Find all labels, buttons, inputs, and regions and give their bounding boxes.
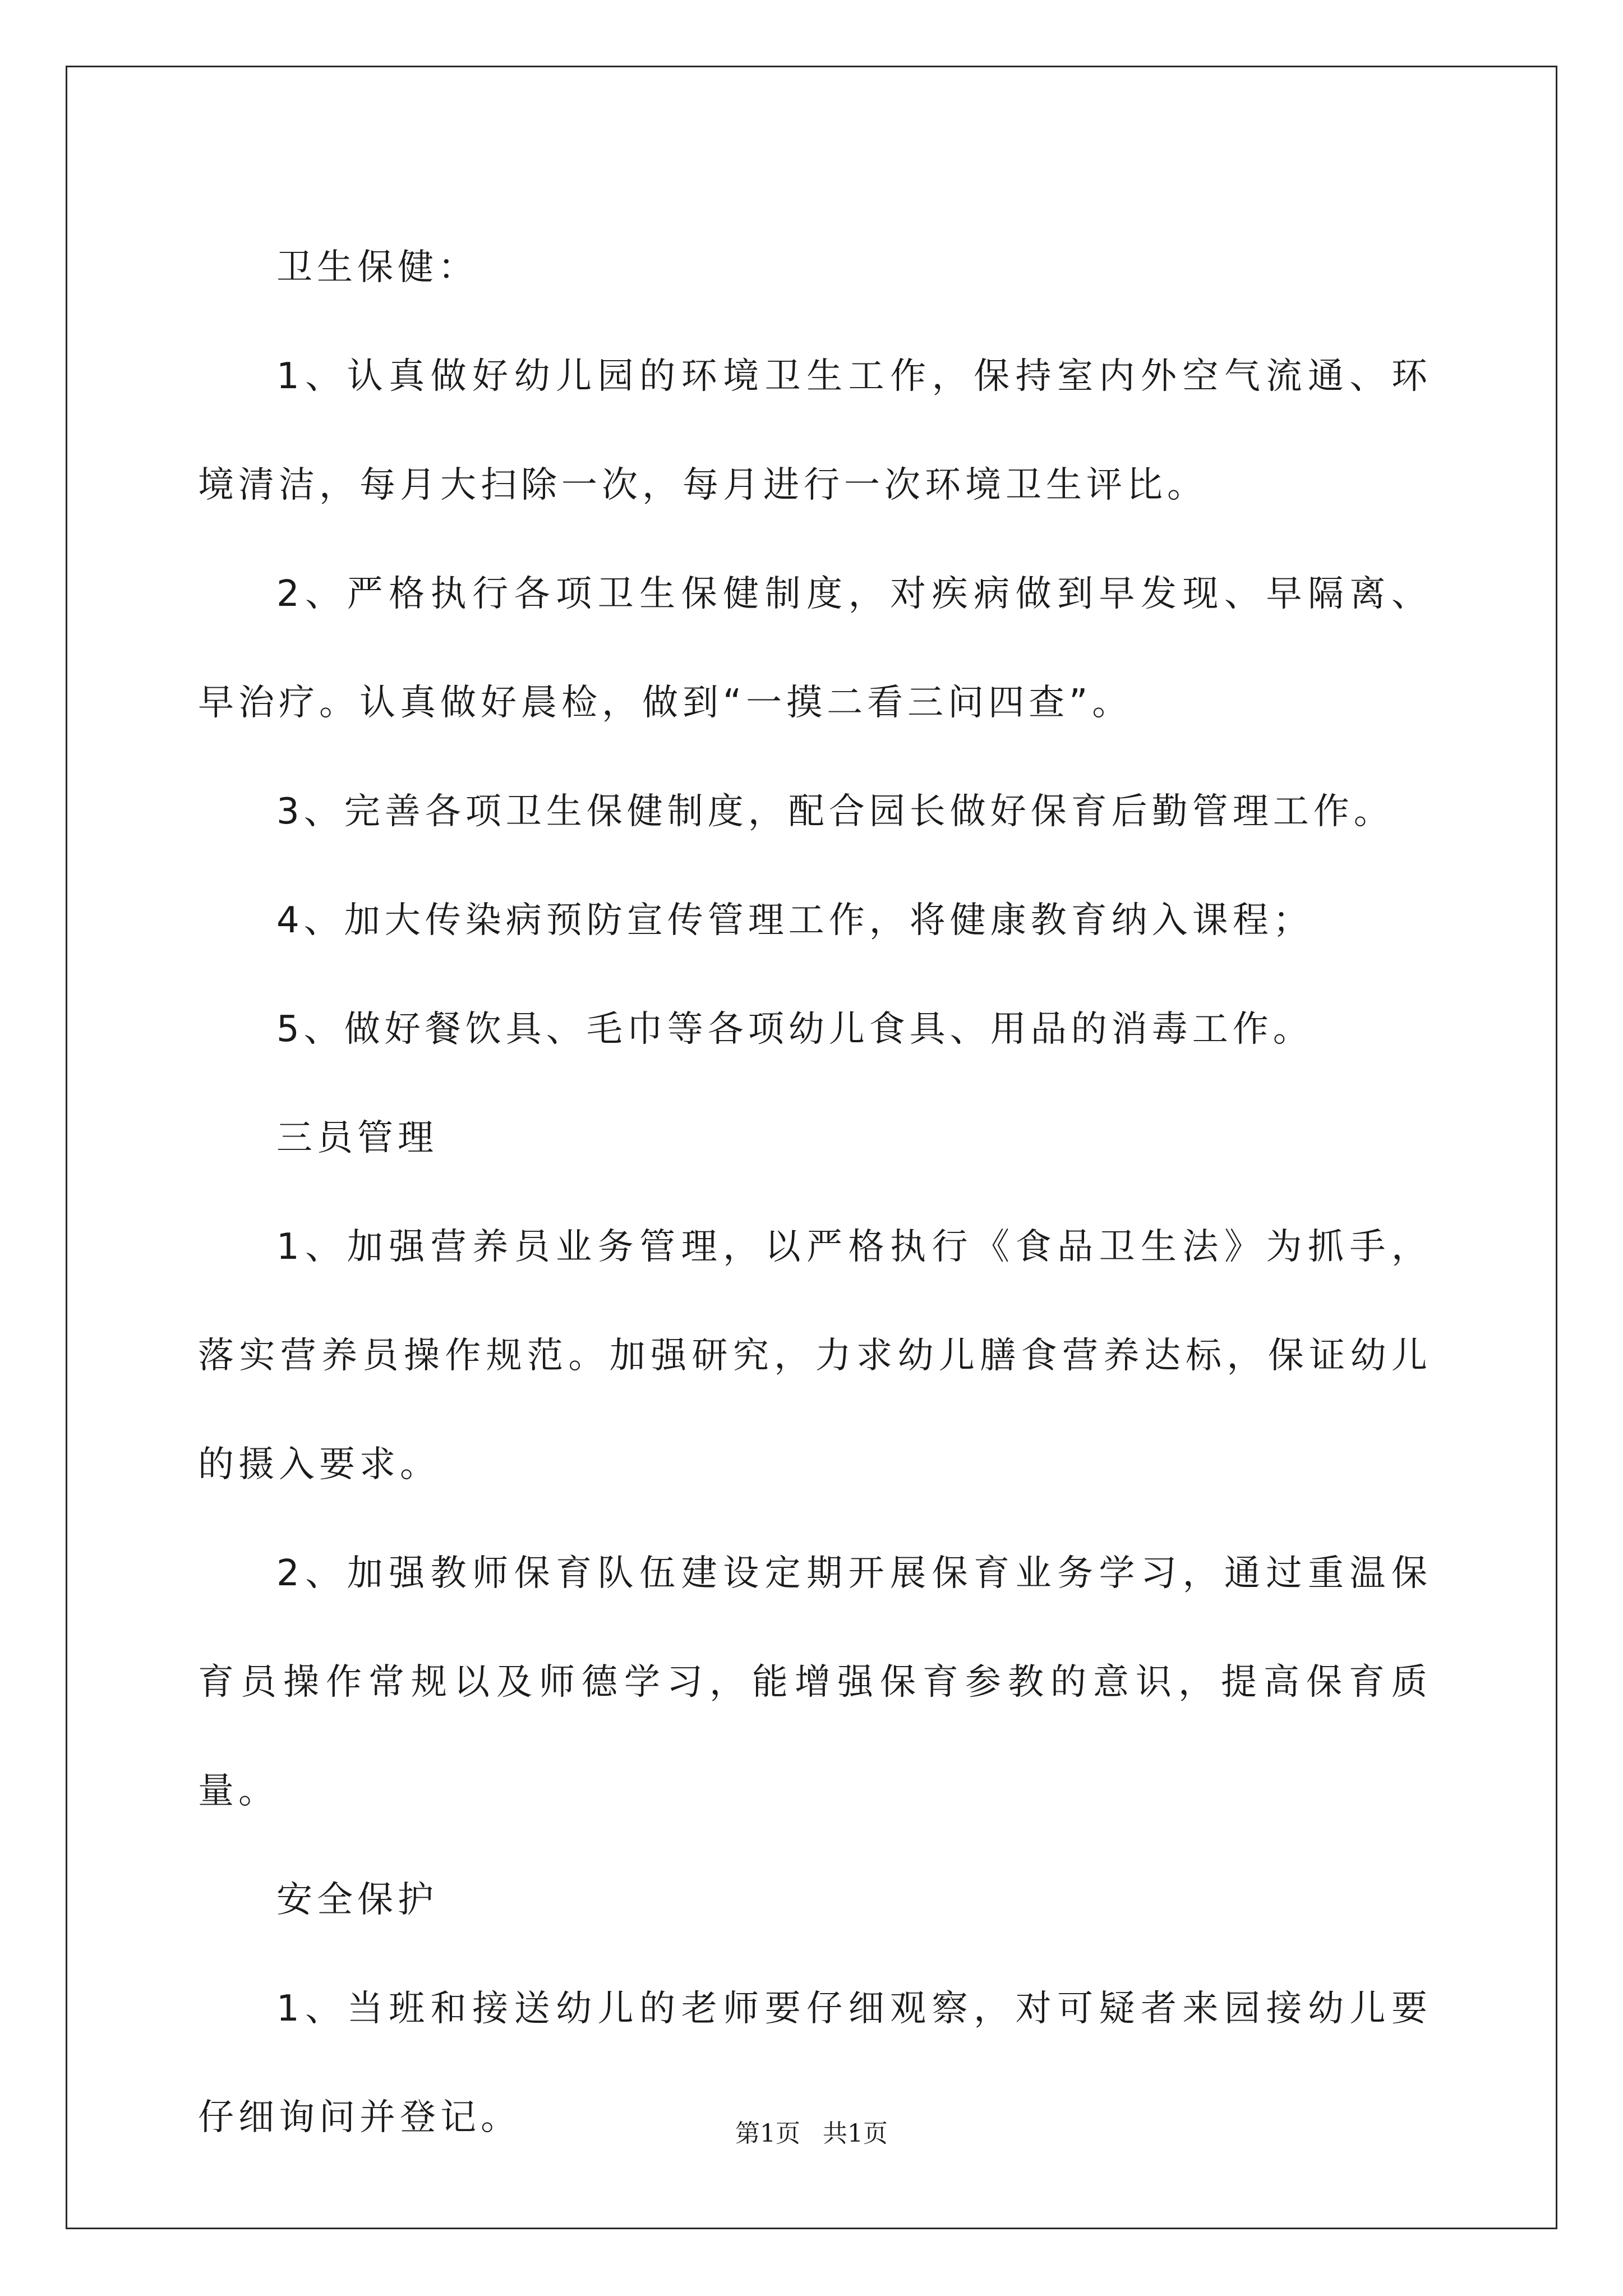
paragraph-staff-2: 2、加强教师保育队伍建设定期开展保育业务学习，通过重温保育员操作常规以及师德学习，能增强保育参教的意识，提高保育质量。	[198, 1553, 1432, 1812]
paragraph-staff-1: 1、加强营养员业务管理，以严格执行《食品卫生法》为抓手，落实营养员操作规范。加强研究，力求幼儿膳食营养达标，保证幼儿的摄入要求。	[198, 1226, 1432, 1485]
section-heading-safety: 安全保护	[276, 1879, 438, 1921]
section-heading-health: 卫生保健：	[276, 247, 478, 288]
paragraph-health-3: 3、完善各项卫生保健制度，配合园长做好保育后勤管理工作。	[276, 791, 1394, 832]
paragraph-health-2: 2、严格执行各项卫生保健制度，对疾病做到早发现、早隔离、早治疗。认真做好晨检，做到“一摸二看三问四查”。	[198, 573, 1432, 724]
page-total: 共1页	[823, 2119, 888, 2148]
page-footer	[0, 2117, 1623, 2151]
paragraph-health-5: 5、做好餐饮具、毛巾等各项幼儿食具、用品的消毒工作。	[276, 1009, 1313, 1050]
page-number: 第1页	[735, 2119, 800, 2148]
section-heading-staff: 三员管理	[276, 1117, 438, 1159]
paragraph-safety-1: 1、当班和接送幼儿的老师要仔细观察，对可疑者来园接幼儿要仔细询问并登记。	[198, 1988, 1432, 2138]
paragraph-health-4: 4、加大传染病预防宣传管理工作，将健康教育纳入课程；	[276, 900, 1313, 941]
paragraph-health-1: 1、认真做好幼儿园的环境卫生工作，保持室内外空气流通、环境清洁，每月大扫除一次，每月进行一次环境卫生评比。	[198, 356, 1432, 506]
document-body	[198, 213, 1432, 2172]
